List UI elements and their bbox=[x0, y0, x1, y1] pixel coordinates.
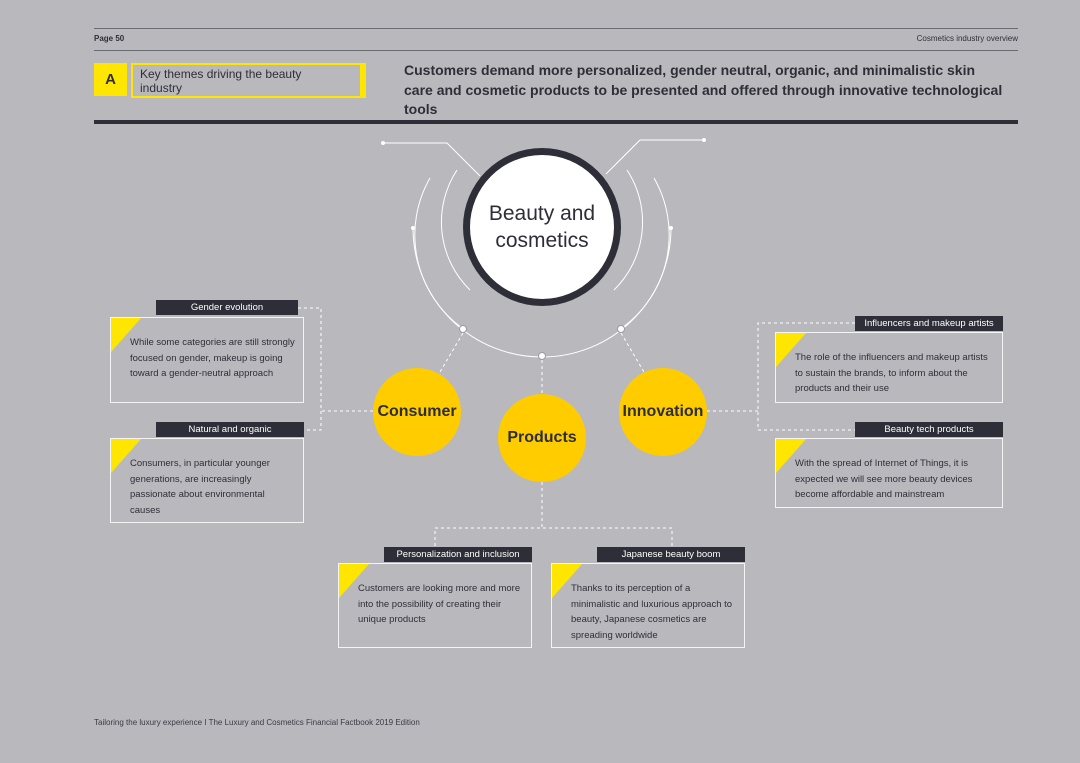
card-gender-evolution bbox=[110, 317, 304, 403]
section-title: Cosmetics industry overview bbox=[916, 34, 1018, 43]
card-beautytech-text: With the spread of Internet of Things, it is expected we will see more beauty devices become affordable and mainstream bbox=[795, 458, 973, 500]
card-influencers bbox=[775, 332, 1003, 403]
mid-arc-right bbox=[622, 178, 669, 328]
pillar-innovation bbox=[619, 368, 707, 456]
top-left-dot bbox=[381, 141, 385, 145]
card-japanese-beauty bbox=[551, 563, 745, 648]
footer-text: Tailoring the luxury experience I The Luxury and Cosmetics Financial Factbook 2019 Edition bbox=[94, 718, 420, 727]
tag-beauty-tech: Beauty tech products bbox=[855, 422, 1003, 437]
card-gender-text: While some categories are still strongly focused on gender, makeup is going toward a gender-neutral approach bbox=[130, 337, 295, 379]
card-personalization-text: Customers are looking more and more into the possibility of creating their unique products bbox=[358, 583, 521, 625]
node-innovation bbox=[618, 326, 625, 333]
section-letter: A bbox=[94, 63, 127, 96]
arc-end-dot-left bbox=[411, 226, 415, 230]
card-beauty-tech bbox=[775, 438, 1003, 508]
pillar-products-label: Products bbox=[507, 429, 577, 446]
mid-arc bbox=[415, 178, 462, 328]
tag-natural-organic: Natural and organic bbox=[156, 422, 304, 437]
tag-gender-evolution: Gender evolution bbox=[156, 300, 298, 315]
pillar-products bbox=[498, 394, 586, 482]
tag-influencers: Influencers and makeup artists bbox=[855, 316, 1003, 331]
tag-japanese-beauty: Japanese beauty boom bbox=[597, 547, 745, 562]
center-title-line1: Beauty and bbox=[488, 202, 596, 225]
page-number: Page 50 bbox=[94, 34, 125, 43]
card-japanese-text: Thanks to its perception of a minimalistic and luxurious approach to beauty, Japanese cosmetics are spreading worldwide bbox=[571, 583, 733, 641]
card-personalization bbox=[338, 563, 532, 648]
card-natural-organic bbox=[110, 438, 304, 523]
card-natural-text: Consumers, in particular younger generations, are increasingly passionate about environmental causes bbox=[130, 458, 270, 516]
dash-consumer bbox=[440, 333, 463, 372]
top-left-connector bbox=[383, 143, 480, 176]
theme-label: Key themes driving the beauty industry bbox=[140, 66, 302, 95]
pillar-consumer bbox=[373, 368, 461, 456]
center-title-line2: cosmetics bbox=[495, 229, 589, 252]
pillar-innovation-label: Innovation bbox=[622, 403, 704, 420]
tag-personalization: Personalization and inclusion bbox=[384, 547, 532, 562]
arc-end-dot-right bbox=[669, 226, 673, 230]
dash-innovation bbox=[621, 333, 644, 372]
pillar-consumer-label: Consumer bbox=[377, 403, 457, 420]
top-right-connector bbox=[606, 140, 704, 174]
headline: Customers demand more personalized, gender neutral, organic, and minimalistic skin care and cosmetic products to be presented and offered through innovative technological tools bbox=[404, 62, 1003, 117]
card-influencers-text: The role of the influencers and makeup artists to sustain the brands, to inform about the products and their use bbox=[795, 352, 988, 394]
top-right-dot bbox=[702, 138, 706, 142]
bracket-bottom bbox=[435, 528, 672, 546]
node-products bbox=[539, 353, 546, 360]
node-consumer bbox=[460, 326, 467, 333]
center-circle bbox=[470, 155, 614, 299]
